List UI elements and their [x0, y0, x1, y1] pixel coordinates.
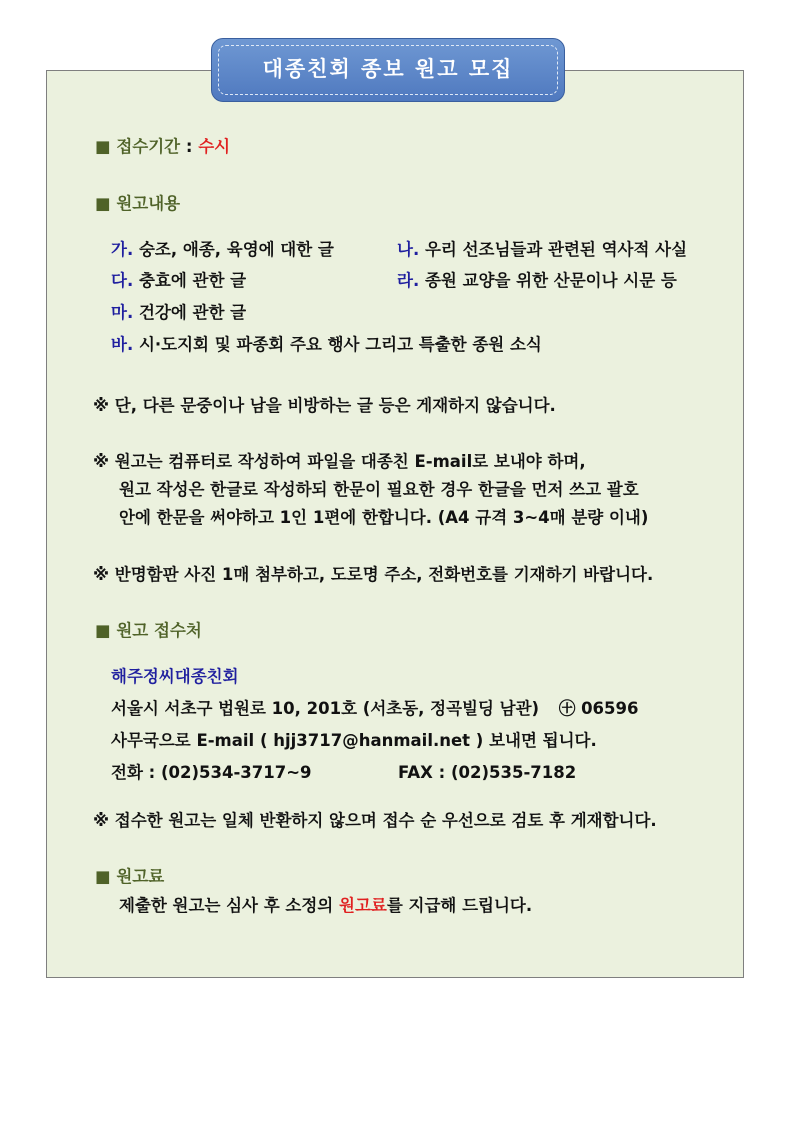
content-item: [111, 271, 246, 291]
fee-text: [119, 896, 532, 916]
note-text: 반명함판 사진 1매 첨부하고, 도로명 주소, 전화번호를 기재하기 바랍니다.: [114, 565, 654, 584]
note-4: [93, 811, 657, 831]
fee-highlight: 원고료: [339, 896, 387, 915]
title-banner: [211, 38, 565, 102]
postal-code: 06596: [581, 699, 639, 718]
note-text: 원고는 컴퓨터로 작성하여 파일을 대종친 E-mail로 보내야 하며,: [114, 452, 586, 471]
page-title: 대종친회 종보 원고 모집: [262, 57, 514, 81]
content-heading-row: [95, 194, 180, 214]
note-mark: ※: [93, 396, 110, 415]
note-1: [93, 396, 556, 416]
note-text: 단, 다른 문중이나 남을 비방하는 글 등은 게재하지 않습니다.: [114, 396, 556, 415]
content-item: [111, 303, 246, 323]
item-text: 우리 선조님들과 관련된 역사적 사실: [424, 240, 688, 259]
bullet-square-icon: ■: [95, 137, 111, 156]
note-2: [93, 452, 586, 472]
fax: FAX : (02)535-7182: [398, 763, 577, 782]
fee-text-post: 를 지급해 드립니다.: [386, 896, 533, 915]
email-line: 사무국으로 E-mail ( hjj3717@hanmail.net ) 보내면 됩니다.: [111, 731, 597, 750]
period-separator: :: [185, 137, 193, 156]
phone: 전화 : (02)534-3717~9: [111, 763, 312, 782]
item-marker: 다.: [111, 271, 134, 290]
period-value: 수시: [198, 137, 231, 156]
organization-name: 해주정씨대종친회: [111, 667, 239, 686]
submission-heading-row: [95, 621, 202, 641]
item-marker: 라.: [397, 271, 420, 290]
item-text: 종원 교양을 위한 산문이나 시문 등: [424, 271, 677, 290]
item-marker: 바.: [111, 335, 134, 354]
address-row: [111, 699, 638, 719]
fee-text-pre: 제출한 원고는 심사 후 소정의: [119, 896, 339, 915]
note-2-line-3: 안에 한문을 써야하고 1인 1편에 한합니다. (A4 규격 3~4매 분량 이내): [119, 508, 649, 527]
note-mark: ※: [93, 452, 110, 471]
item-marker: 가.: [111, 240, 134, 259]
item-text: 숭조, 애종, 육영에 대한 글: [138, 240, 334, 259]
bullet-square-icon: ■: [95, 194, 111, 213]
postal-code-icon: ㊉: [558, 699, 576, 718]
note-mark: ※: [93, 811, 110, 830]
content-item: [397, 271, 677, 291]
content-item: [111, 335, 542, 355]
period-row: [95, 137, 230, 157]
fee-heading-row: [95, 867, 164, 887]
item-marker: 마.: [111, 303, 134, 322]
content-item: [111, 240, 334, 260]
note-3: [93, 565, 653, 585]
item-text: 충효에 관한 글: [138, 271, 247, 290]
item-marker: 나.: [397, 240, 420, 259]
note-mark: ※: [93, 565, 110, 584]
fee-heading: 원고료: [116, 867, 165, 886]
item-text: 시·도지회 및 파종회 주요 행사 그리고 특출한 종원 소식: [138, 335, 542, 354]
item-text: 건강에 관한 글: [138, 303, 247, 322]
bullet-square-icon: ■: [95, 621, 111, 640]
note-2-line-2: 원고 작성은 한글로 작성하되 한문이 필요한 경우 한글을 먼저 쓰고 괄호: [119, 480, 639, 499]
content-heading: 원고내용: [116, 194, 181, 213]
period-label: 접수기간: [116, 137, 181, 156]
content-item: [397, 240, 687, 260]
address: 서울시 서초구 법원로 10, 201호 (서초동, 정곡빌딩 남관): [111, 699, 540, 718]
bullet-square-icon: ■: [95, 867, 111, 886]
submission-heading: 원고 접수처: [116, 621, 202, 640]
note-text: 접수한 원고는 일체 반환하지 않으며 접수 순 우선으로 검토 후 게재합니다.: [114, 811, 657, 830]
